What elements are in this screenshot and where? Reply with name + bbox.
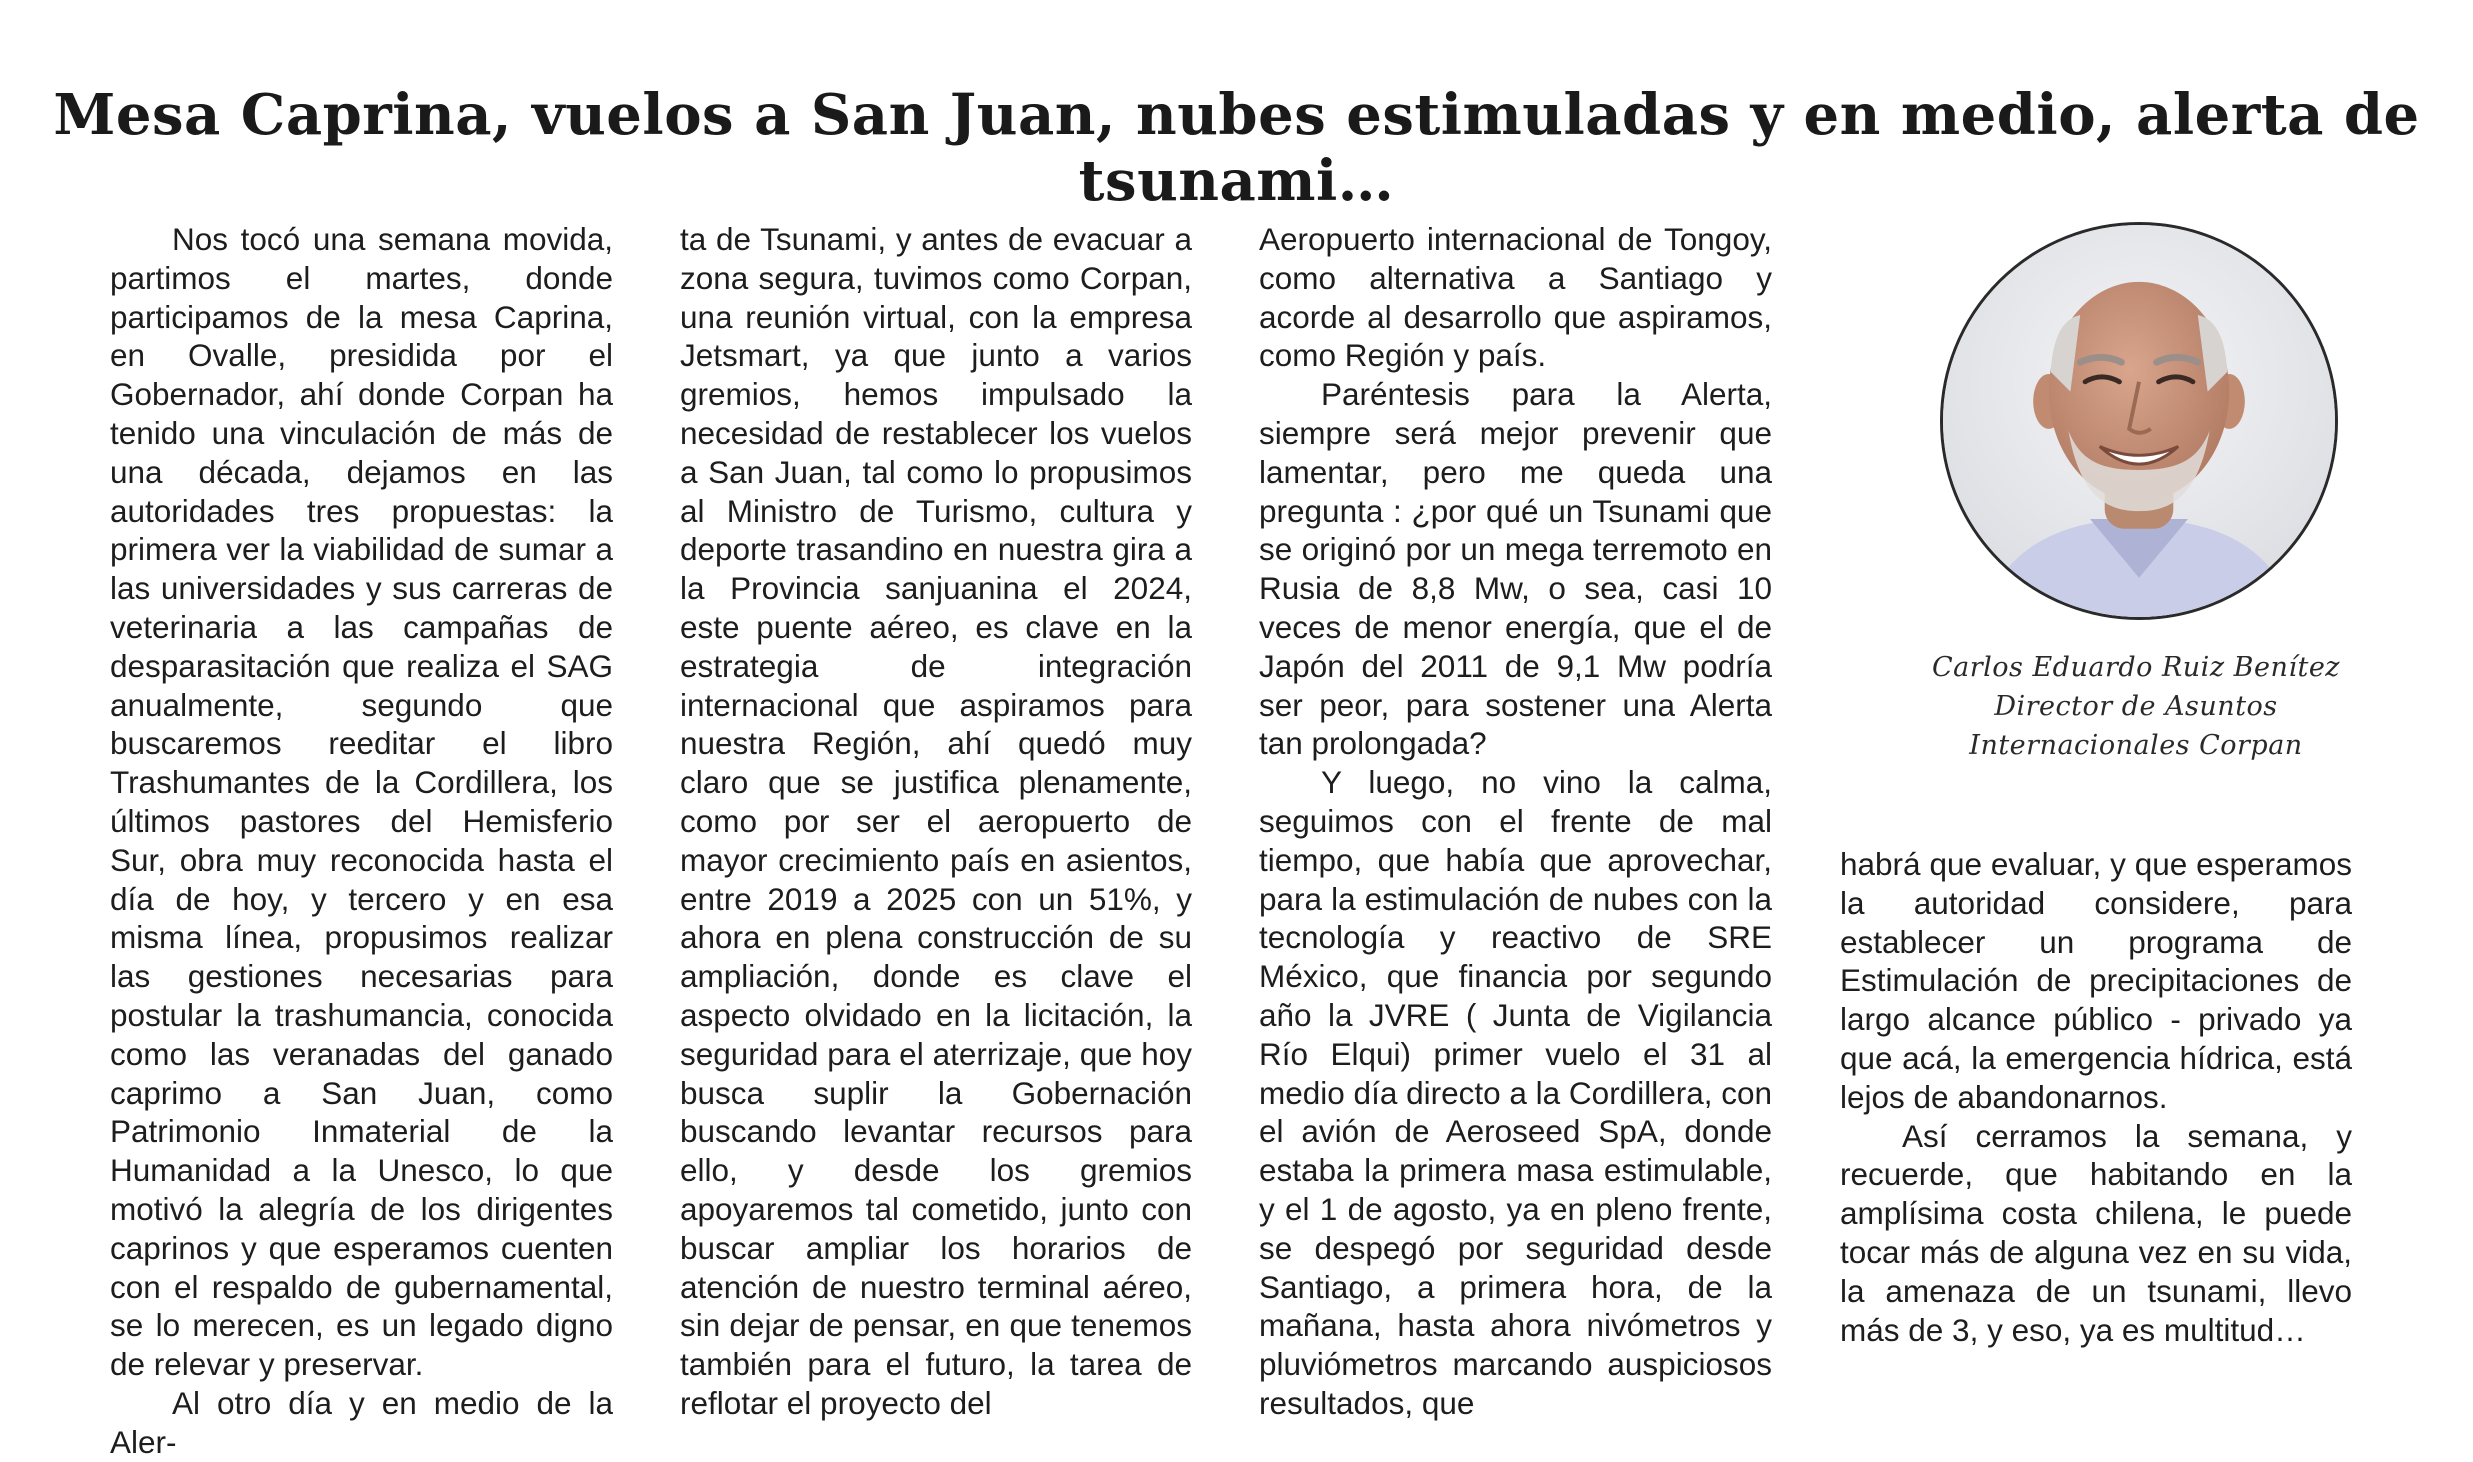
article-headline: Mesa Caprina, vuelos a San Juan, nubes estimuladas y en medio, alerta de tsunami… xyxy=(53,82,2420,214)
article-column-1 xyxy=(110,220,613,1462)
paragraph: Y luego, no vino la calma, seguimos con el frente de mal tiempo, que había que aprovechar, para la estimulación de nubes con la tecnología y reactivo de SRE México, que financia por segundo año la JVRE ( Junta de Vigilancia Río Elqui) primer vuelo el 31 al medio día directo a la Cordillera, con el avión de Aeroseed SpA, donde estaba la primera masa estimulable, y el 1 de agosto, ya en pleno frente, se despegó por seguridad desde Santiago, a primera hora, de la mañana, hasta ahora nivómetros y pluviómetros marcando auspiciosos resultados, que xyxy=(1259,764,1773,1421)
author-portrait xyxy=(1940,222,2338,620)
paragraph: Al otro día y en medio de la Aler- xyxy=(110,1384,613,1460)
paragraph: ta de Tsunami, y antes de evacuar a zona segura, tuvimos como Corpan, una reunión virtual, con la empresa Jetsmart, ya que junto a varios gremios, hemos impulsado la necesidad de restablecer los vuelos a San Juan, tal como lo propusimos al Ministro de Turismo, cultura y deporte trasandino en nuestra gira a la Provincia sanjuanina el 2024, este puente aéreo, es clave en la estrategia de integración internacional que aspiramos para nuestra Región, ahí quedó muy claro que se justifica plenamente, como por ser el aeropuerto de mayor crecimiento país en asientos, entre 2019 a 2025 con un 51%, y ahora en plena construcción de su ampliación, donde es clave el aspecto olvidado en la licitación, la seguridad para el aterrizaje, que hoy busca suplir la Gobernación buscando levantar recursos para ello, y desde los gremios apoyaremos tal cometido, junto con buscar ampliar los horarios de atención de nuestro terminal aéreo, sin dejar de pensar, en que tenemos también para el futuro, la tarea de reflotar el proyecto del xyxy=(680,221,1192,1421)
paragraph: Paréntesis para la Alerta, siempre será mejor prevenir que lamentar, pero me queda una pregunta : ¿por qué un Tsunami que se originó por un mega terremoto en Rusia de 8,8 Mw, o sea, casi 10 veces de menor energía, que el de Japón del 2011 de 9,1 Mw podría ser peor, para sostener una Alerta tan prolongada? xyxy=(1259,376,1772,762)
paragraph: Nos tocó una semana movida, partimos el martes, donde participamos de la mesa Caprina, en Ovalle, presidida por el Gobernador, ahí donde Corpan ha tenido una vinculación de más de una década, dejamos en las autoridades tres propuestas: la primera ver la viabilidad de sumar a las universidades y sus carreras de veterinaria a las campañas de desparasitación que realiza el SAG anualmente, segundo que buscaremos reeditar el libro Trashumantes de la Cordillera, los últimos pastores del Hemisferio Sur, obra muy reconocida hasta el día de hoy, y tercero y en esa misma línea, propusimos realizar las gestiones necesarias para postular la trashumancia, conocida como las veranadas del ganado caprimo a San Juan, como Patrimonio Inmaterial de la Humanidad a la Unesco, lo que motivó la alegría de los dirigentes caprinos y que esperamos cuenten con el respaldo de gubernamental, se lo merecen, es un legado digno de relevar y preservar. xyxy=(110,221,613,1383)
paragraph: Aeropuerto internacional de Tongoy, como alternativa a Santiago y acorde al desarrollo que aspiramos, como Región y país. xyxy=(1259,221,1772,374)
author-organization: Internacionales Corpan xyxy=(1969,730,2303,761)
article-column-2 xyxy=(680,220,1192,1423)
author-byline xyxy=(1880,648,2392,765)
author-name: Carlos Eduardo Ruiz Benítez xyxy=(1931,652,2341,683)
author-photo-icon xyxy=(1943,225,2335,617)
paragraph: habrá que evaluar, y que esperamos la autoridad considere, para establecer un programa de Estimulación de precipitaciones de largo alcance público - privado ya que acá, la emergencia hídrica, está lejos de abandonarnos. xyxy=(1840,846,2352,1115)
paragraph: Así cerramos la semana, y recuerde, que habitando en la amplísima costa chilena, le puede tocar más de alguna vez en su vida, la amenaza de un tsunami, llevo más de 3, y eso, ya es multitud… xyxy=(1840,1117,2352,1348)
author-title: Director de Asuntos xyxy=(1994,691,2278,722)
article-column-4 xyxy=(1840,845,2352,1349)
article-column-3 xyxy=(1259,220,1772,1423)
